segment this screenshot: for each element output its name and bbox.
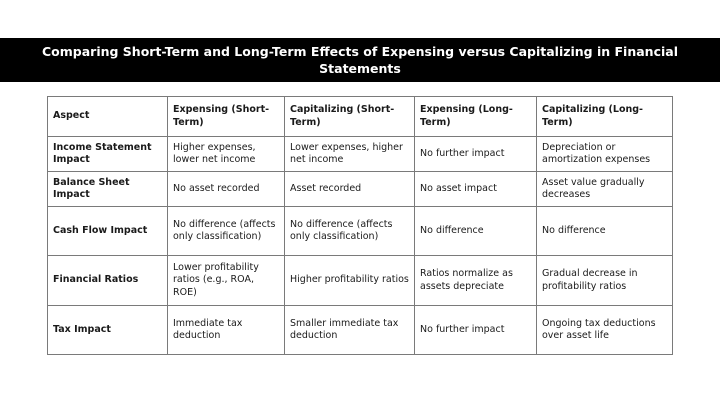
table-cell: Ratios normalize as assets depreciate <box>415 256 537 306</box>
table-cell: Higher expenses, lower net income <box>168 137 285 172</box>
header-expensing-short-term: Expensing (Short-Term) <box>168 97 285 137</box>
table-row <box>48 256 673 306</box>
table-cell: No difference (affects only classification) <box>285 207 415 256</box>
table-cell: Smaller immediate tax deduction <box>285 306 415 355</box>
row-aspect-label: Income Statement Impact <box>48 137 168 172</box>
title-bar <box>0 38 720 82</box>
table-cell: No difference <box>415 207 537 256</box>
header-capitalizing-short-term: Capitalizing (Short-Term) <box>285 97 415 137</box>
table-cell: Lower profitability ratios (e.g., ROA, ROE) <box>168 256 285 306</box>
table-cell: No difference (affects only classification) <box>168 207 285 256</box>
table-cell: Higher profitability ratios <box>285 256 415 306</box>
table-cell: No asset impact <box>415 172 537 207</box>
table-cell: No further impact <box>415 306 537 355</box>
table-cell: Ongoing tax deductions over asset life <box>537 306 673 355</box>
table-cell: Asset recorded <box>285 172 415 207</box>
header-capitalizing-long-term: Capitalizing (Long-Term) <box>537 97 673 137</box>
header-aspect: Aspect <box>48 97 168 137</box>
table-row <box>48 306 673 355</box>
page-title: Comparing Short-Term and Long-Term Effects of Expensing versus Capitalizing in Financial Statements <box>41 44 678 76</box>
table-cell: No further impact <box>415 137 537 172</box>
table-cell: Depreciation or amortization expenses <box>537 137 673 172</box>
table-cell: No asset recorded <box>168 172 285 207</box>
table-cell: Immediate tax deduction <box>168 306 285 355</box>
header-expensing-long-term: Expensing (Long-Term) <box>415 97 537 137</box>
table-cell: Asset value gradually decreases <box>537 172 673 207</box>
table-cell: No difference <box>537 207 673 256</box>
row-aspect-label: Tax Impact <box>48 306 168 355</box>
row-aspect-label: Financial Ratios <box>48 256 168 306</box>
table-cell: Gradual decrease in profitability ratios <box>537 256 673 306</box>
table-row <box>48 207 673 256</box>
row-aspect-label: Cash Flow Impact <box>48 207 168 256</box>
table-header-row <box>48 97 673 137</box>
row-aspect-label: Balance Sheet Impact <box>48 172 168 207</box>
comparison-table <box>47 96 673 355</box>
table-row <box>48 137 673 172</box>
table-row <box>48 172 673 207</box>
table-cell: Lower expenses, higher net income <box>285 137 415 172</box>
